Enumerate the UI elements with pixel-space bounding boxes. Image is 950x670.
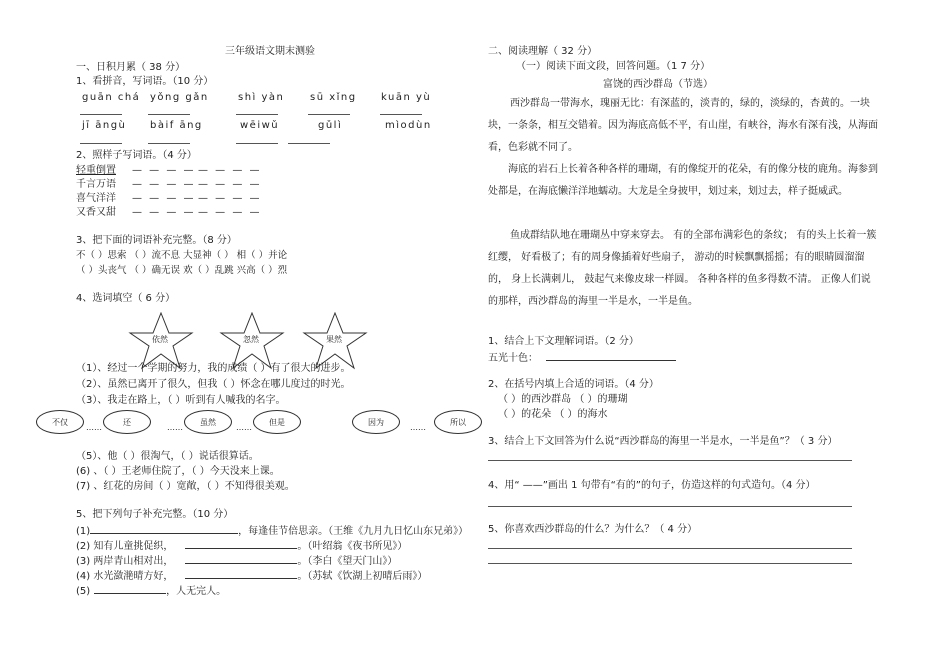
q4-sentence-1: （1）、经过一个学期的努力，我的成绩（ ）有了很大的进步。 — [76, 363, 351, 374]
answer-blank[interactable] — [148, 143, 190, 144]
r5-answer-line[interactable] — [488, 548, 852, 549]
q2-dash: — — — — — [132, 193, 196, 204]
pinyin-item: mìodùn — [385, 120, 432, 131]
passage-paragraph-2-text: 海底的岩石上长着各种各样的珊瑚，有的像绽开的花朵，有的像分枝的鹿角。海参到处都是，在海底懒洋洋地蠕动。大龙是全身披甲，划过来，划过去，样子挺威武。 — [488, 164, 878, 197]
pinyin-item: yǒng gǎn — [150, 92, 209, 103]
pinyin-item: guān chá — [82, 92, 141, 103]
oval-word: 还 — [103, 410, 151, 434]
answer-blank[interactable] — [380, 114, 422, 115]
r3-question: 3、结合上下文回答为什么说“西沙群岛的海里一半是水，一半是鱼”？（ 3 分） — [488, 436, 838, 447]
q3-line-1: 不（ ）思索 （ ）流不息 大显神（ ） 相（ ）并论 — [76, 250, 288, 261]
pinyin-item: bàif āng — [150, 120, 203, 131]
q2-dash: — — — — — [198, 207, 262, 218]
r1-item — [488, 352, 676, 364]
pinyin-item: wēiwǔ — [240, 120, 280, 131]
q2-dash: — — — — — [198, 165, 262, 176]
q4-instruction: 4、选词填空（ 6 分） — [76, 293, 176, 304]
q2-dash: — — — — — [132, 165, 196, 176]
ellipsis: …… — [236, 423, 252, 432]
oval-word: 不仅 — [36, 410, 84, 434]
q4-sentence-2: （2）、虽然已离开了很久，但我（ ）怀念在哪儿度过的时光。 — [76, 379, 351, 390]
q2-instruction: 2、照样子写词语。（4 分） — [76, 150, 197, 161]
q5-blank[interactable] — [90, 525, 238, 534]
star-word-box — [302, 312, 368, 370]
q2-dash: — — — — — [132, 179, 196, 190]
oval-word: 因为 — [352, 410, 400, 434]
q5-item-suffix: 。（叶绍翁《夜书所见》） — [297, 541, 408, 552]
star-word-box — [219, 312, 285, 370]
q5-blank[interactable] — [94, 585, 166, 594]
star-word: 依然 — [152, 335, 168, 344]
star-word: 忽然 — [243, 335, 259, 344]
q5-item-5 — [76, 585, 226, 597]
q5-item-1 — [76, 525, 468, 537]
r2-line-2: （ ）的花朵 （ ）的海水 — [498, 409, 608, 420]
q5-item-2 — [76, 540, 407, 552]
r5-answer-line[interactable] — [488, 563, 852, 564]
q5-item-prefix: (4) 水光潋滟晴方好， — [76, 571, 174, 582]
q5-item-prefix: (3) 两岸青山相对出， — [76, 556, 174, 567]
r5-question: 5、你喜欢西沙群岛的什么？为什么？（ 4 分） — [488, 524, 698, 535]
q5-blank[interactable] — [185, 570, 297, 579]
oval-word: 虽然 — [184, 410, 232, 434]
answer-blank[interactable] — [148, 114, 190, 115]
answer-blank[interactable] — [308, 114, 350, 115]
q5-item-prefix: (5) — [76, 586, 91, 597]
r2-question: 2、在括号内填上合适的词语。（4 分） — [488, 379, 659, 390]
reading-subsection: （一）阅读下面文段，回答问题。（1 7 分） — [516, 61, 711, 72]
pinyin-item: gǔlì — [318, 120, 343, 131]
star-word-box — [128, 312, 194, 370]
oval-word: 所以 — [434, 410, 482, 434]
star-word: 果然 — [326, 335, 342, 344]
q5-item-prefix: (2) 知有儿童挑促织， — [76, 541, 174, 552]
exam-title: 三年级语文期末测验 — [225, 46, 315, 57]
q5-instruction: 5、把下列句子补充完整。（10 分） — [76, 509, 234, 520]
pinyin-item: shì yàn — [238, 92, 285, 103]
q5-item-3 — [76, 555, 397, 567]
pinyin-item: kuān yù — [381, 92, 432, 103]
q5-item-suffix: 。（苏轼《饮湖上初晴后雨》） — [297, 571, 428, 582]
answer-blank[interactable] — [80, 114, 122, 115]
passage-title: 富饶的西沙群岛（节选） — [603, 79, 713, 90]
r4-answer-line[interactable] — [488, 506, 852, 507]
answer-blank[interactable] — [80, 143, 122, 144]
r4-question: 4、用“ ——”画出 1 句带有“有的”的句子，仿造这样的句式造句。（4 分） — [488, 480, 816, 491]
passage-paragraph-1: 西沙群岛一带海水，瑰丽无比：有深蓝的，淡青的，绿的，淡绿的，杏黄的。一块块，一条条，相互交错着。因为海底高低不平，有山崖，有峡谷，海水有深有浅，从海面看，色彩就不同了。 — [488, 98, 878, 153]
q5-blank[interactable] — [185, 540, 297, 549]
ellipsis: …… — [86, 423, 102, 432]
q5-blank[interactable] — [185, 555, 297, 564]
pinyin-item: jī āngù — [82, 120, 127, 131]
q2-item: 喜气洋洋 — [76, 193, 116, 204]
q2-dash: — — — — — [198, 193, 262, 204]
q3-instruction: 3、把下面的词语补充完整。（8 分） — [76, 235, 237, 246]
r1-item-label: 五光十色： — [488, 353, 538, 364]
q4-sentence-5: （5）、他（ ）很淘气，（ ）说话很算话。 — [76, 451, 259, 462]
oval-word: 但是 — [253, 410, 301, 434]
section1-header: 一、日积月累（ 38 分） — [76, 62, 186, 73]
q5-item-suffix: ，每逢佳节倍思亲。（王维《九月九日忆山东兄弟》） — [238, 526, 469, 537]
q5-item-suffix: ，人无完人。 — [166, 586, 227, 597]
q1-instruction: 1、看拼音，写词语。（10 分） — [76, 76, 214, 87]
r1-question: 1、结合上下文理解词语。（2 分） — [488, 336, 639, 347]
q5-item-suffix: 。（李白《望天门山》） — [297, 556, 398, 567]
answer-blank[interactable] — [236, 114, 278, 115]
r2-line-1: （ ）的西沙群岛 （ ）的珊瑚 — [498, 394, 628, 405]
q4-sentence-7: (7) 、红花的房间（ ）宽敞，（ ）不知得很美观。 — [76, 481, 295, 492]
pinyin-item: sū xǐng — [310, 92, 357, 103]
q2-example: 轻重倒置 — [76, 165, 116, 176]
q4-sentence-3: （3）、我走在路上，（ ）听到有人喊我的名字。 — [76, 395, 286, 406]
passage-paragraph-2 — [488, 159, 878, 203]
answer-blank[interactable] — [236, 143, 278, 144]
q2-item: 千言万语 — [76, 179, 116, 190]
q2-item: 又香又甜 — [76, 207, 116, 218]
answer-blank[interactable] — [288, 143, 330, 144]
passage-paragraph-3: 鱼成群结队地在珊瑚丛中穿来穿去。 有的全部布满彩色的条纹； 有的头上长着一簇红缨， 好看极了；有的周身像插着好些扇子， 游动的时候飘飘摇摇；有的眼睛圆溜溜的， 身上长满刺儿， 鼓起气来像皮球一样圆。 各种各样的鱼多得数不清。 正像人们说的那样，西沙群岛的海里一半是水，一半是鱼。 — [488, 230, 877, 307]
section2-header: 二、阅读理解（ 32 分） — [488, 46, 598, 57]
r3-answer-line[interactable] — [488, 460, 852, 461]
ellipsis: …… — [167, 423, 183, 432]
q3-line-2: （ ）头丧气 （ ）确无误 欢（ ）乱跳 兴高（ ）烈 — [76, 265, 288, 276]
q2-dash: — — — — — [198, 179, 262, 190]
q5-item-4 — [76, 570, 427, 582]
q5-item-prefix: (1) — [76, 526, 91, 537]
q4-sentence-6: (6) 、（ ）王老师住院了，（ ）今天没来上课。 — [76, 466, 280, 477]
r1-answer-blank[interactable] — [546, 352, 676, 361]
ellipsis: …… — [410, 423, 426, 432]
q2-dash: — — — — — [132, 207, 196, 218]
